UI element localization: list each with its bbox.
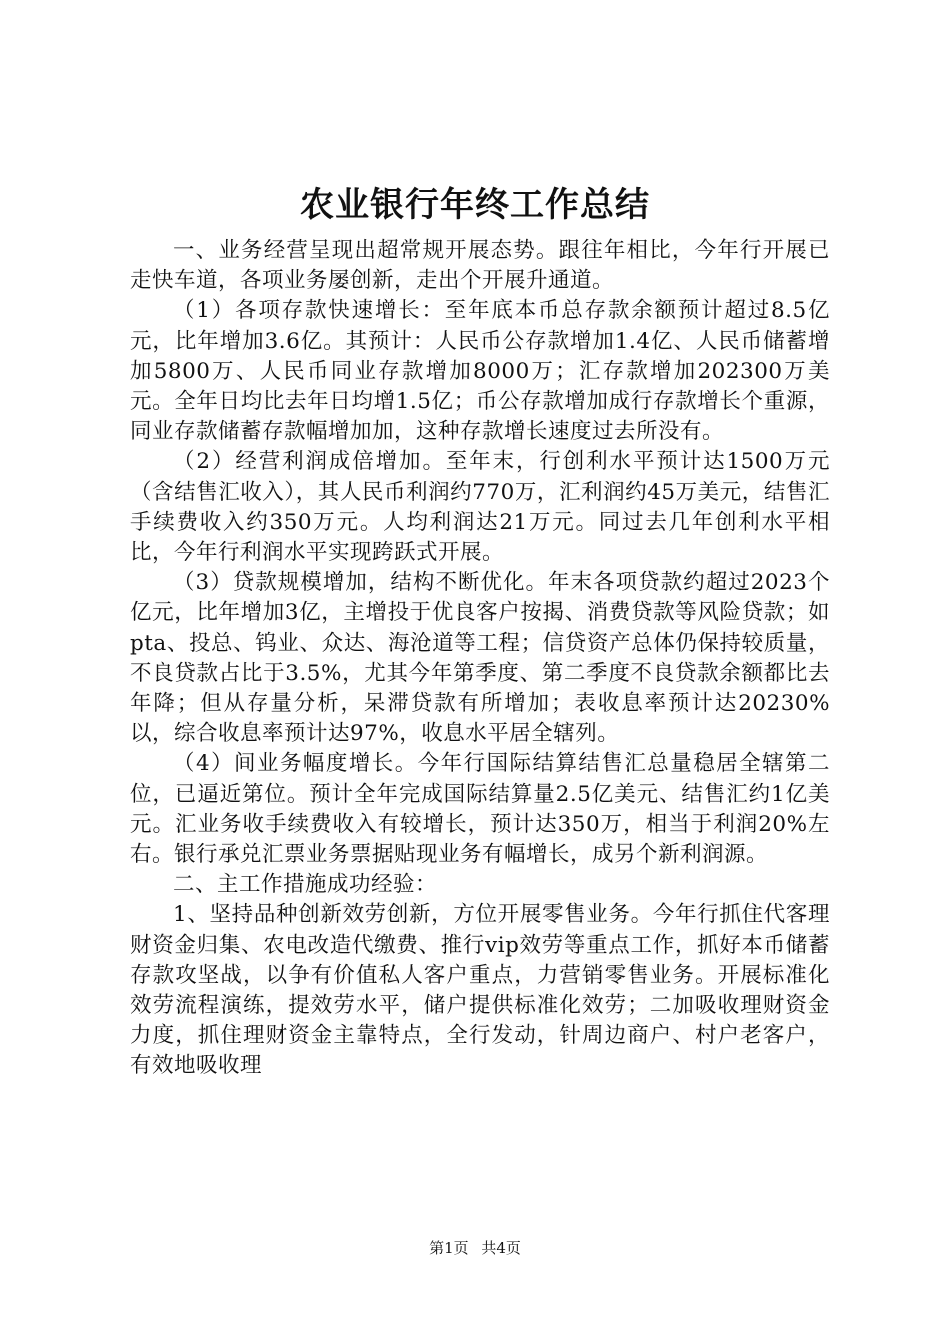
page-number: 第1页: [429, 1239, 469, 1257]
paragraph-intro: 一、业务经营呈现出超常规开展态势。跟往年相比，今年行开展已走快车道，各项业务屡创新，走出个开展升通道。: [130, 238, 830, 294]
section-heading-measures: 二、主工作措施成功经验：: [173, 872, 438, 898]
paragraph-deposits: （1）各项存款快速增长：至年底本币总存款余额预计超过8.5亿元，比年增加3.6亿。其预计：人民币公存款增加1.4亿、人民币储蓄增加5800万、人民币同业存款增加8000万；汇存款增加202300万美元。全年日均比去年日均增1.5亿；币公存款增加成行存款增长个重源，同业存款储蓄存款幅增加加，这种存款增长速度过去所没有。: [130, 298, 830, 445]
paragraph-loans: （3）贷款规模增加，结构不断优化。年末各项贷款约超过2023个亿元，比年增加3亿，主增投于优良客户按揭、消费贷款等风险贷款；如pta、投总、钨业、众达、海沧道等工程；信贷资产总体仍保持较质量，不良贷款占比于3.5%，尤其今年第季度、第二季度不良贷款余额都比去年降；但从存量分析，呆滞贷款有所增加；表收息率预计达20230%以，综合收息率预计达97%，收息水平居全辖列。: [130, 570, 830, 747]
document-title: 农业银行年终工作总结: [300, 185, 650, 225]
paragraph-intermediate-business: （4）间业务幅度增长。今年行国际结算结售汇总量稳居全辖第二位，已逼近第位。预计全年完成国际结算量2.5亿美元、结售汇约1亿美元。汇业务收手续费收入有较增长，预计达350万，相当于利润20%左右。银行承兑汇票业务票据贴现业务有幅增长，成另个新利润源。: [130, 751, 830, 868]
paragraph-profits: （2）经营利润成倍增加。至年末，行创利水平预计达1500万元（含结售汇收入），其人民币利润约770万，汇利润约45万美元，结售汇手续费收入约350万元。人均利润达21万元。同过去几年创利水平相比，今年行利润水平实现跨跃式开展。: [130, 449, 830, 566]
page-footer: [0, 1238, 950, 1258]
paragraph-retail: 1、坚持品种创新效劳创新，方位开展零售业务。今年行抓住代客理财资金归集、农电改造代缴费、推行vip效劳等重点工作，抓好本币储蓄存款攻坚战，以争有价值私人客户重点，力营销零售业务。开展标准化效劳流程演练，提效劳水平，储户提供标准化效劳；二加吸收理财资金力度，抓住理财资金主靠特点，全行发动，针周边商户、村户老客户，有效地吸收理: [130, 902, 830, 1079]
document-body: [130, 236, 830, 1082]
page-total: 共4页: [481, 1239, 521, 1257]
